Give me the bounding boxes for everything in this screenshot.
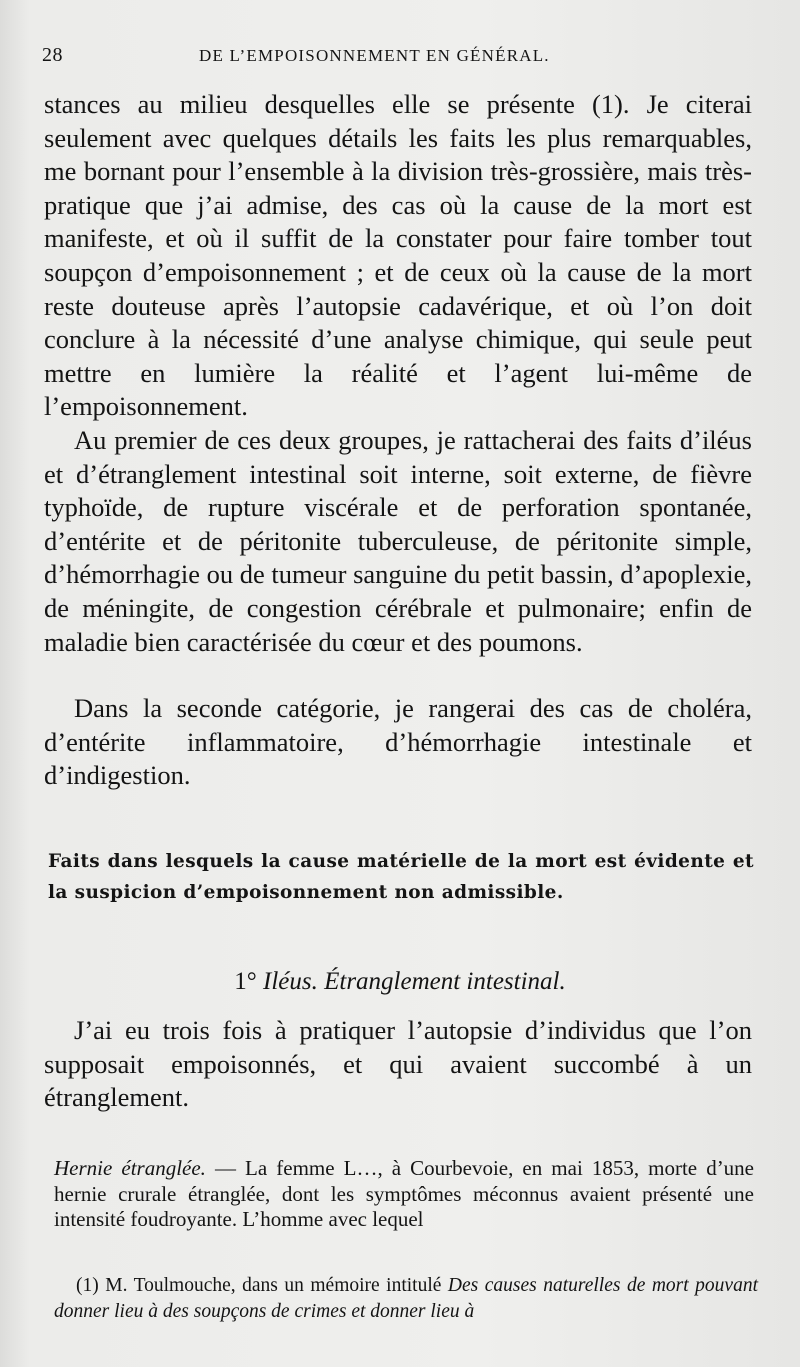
page-number: 28 <box>42 44 63 66</box>
case-report <box>54 1156 754 1233</box>
subsection-number: 1° <box>234 968 257 995</box>
case-title: Hernie étranglée. <box>54 1156 206 1180</box>
paragraph-text: Au premier de ces deux groupes, je rattacherai des faits d’iléus et d’étranglement intestinal soit interne, soit externe, de fièvre typhoïde, de rupture viscérale et de perforation spontanée, d’entérite et de péritonite tuberculeuse, de péritonite simple, d’hémorrhagie ou de tumeur sanguine du petit bassin, d’apoplexie, de méningite, de congestion cérébrale et pulmonaire; enfin de maladie bien caractérisée du cœur et des poumons. <box>44 425 752 657</box>
paragraph-text: stances au milieu desquelles elle se présente (1). Je citerai seulement avec quelques détails les faits les plus remarquables, me bornant pour l’ensemble à la division très-grossière, mais très-pratique que j’ai admise, des cas où la cause de la mort est manifeste, et où il suffit de la constater pour faire tomber tout soupçon d’empoisonnement ; et de ceux où la cause de la mort reste douteuse après l’autopsie cadavérique, et où l’on doit conclure à la nécessité d’une analyse chimique, qui seule peut mettre en lumière la réalité et l’agent lui-même de l’empoisonnement. <box>44 89 752 422</box>
paragraph-text: Dans la seconde catégorie, je rangerai des cas de choléra, d’entérite inflammatoire, d’hémorrhagie intestinale et d’indigestion. <box>44 693 752 791</box>
body-paragraph-3 <box>44 692 752 793</box>
footnote-marker: (1) <box>76 1275 99 1296</box>
footnote <box>54 1273 758 1325</box>
footnote-author: M. Toulmouche, dans un mémoire intitulé <box>98 1275 448 1296</box>
running-title: DE L’EMPOISONNEMENT EN GÉNÉRAL. <box>199 46 550 65</box>
section-heading: Faits dans lesquels la cause matérielle de la mort est évidente et la suspicion d’empoisonnement non admissible. <box>48 851 754 903</box>
body-paragraph-1 <box>44 88 752 424</box>
subsection-title: Iléus. Étranglement intestinal. <box>263 968 566 995</box>
footnote-title: Des causes naturelles de mort pouvant donner lieu à des soupçons de crimes et donner lieu à <box>54 1275 758 1322</box>
paragraph-text: J’ai eu trois fois à pratiquer l’autopsie d’individus que l’on supposait empoisonnés, et qui avaient succombé à un étranglement. <box>44 1015 752 1113</box>
body-paragraph-2 <box>44 424 752 659</box>
case-text: — La femme L…, à Courbevoie, en mai 1853, morte d’une hernie crurale étranglée, dont les symptômes méconnus avaient présenté une intensité foudroyante. L’homme avec lequel <box>54 1156 755 1231</box>
body-paragraph-4 <box>44 1014 752 1115</box>
subsection-heading <box>0 968 800 996</box>
